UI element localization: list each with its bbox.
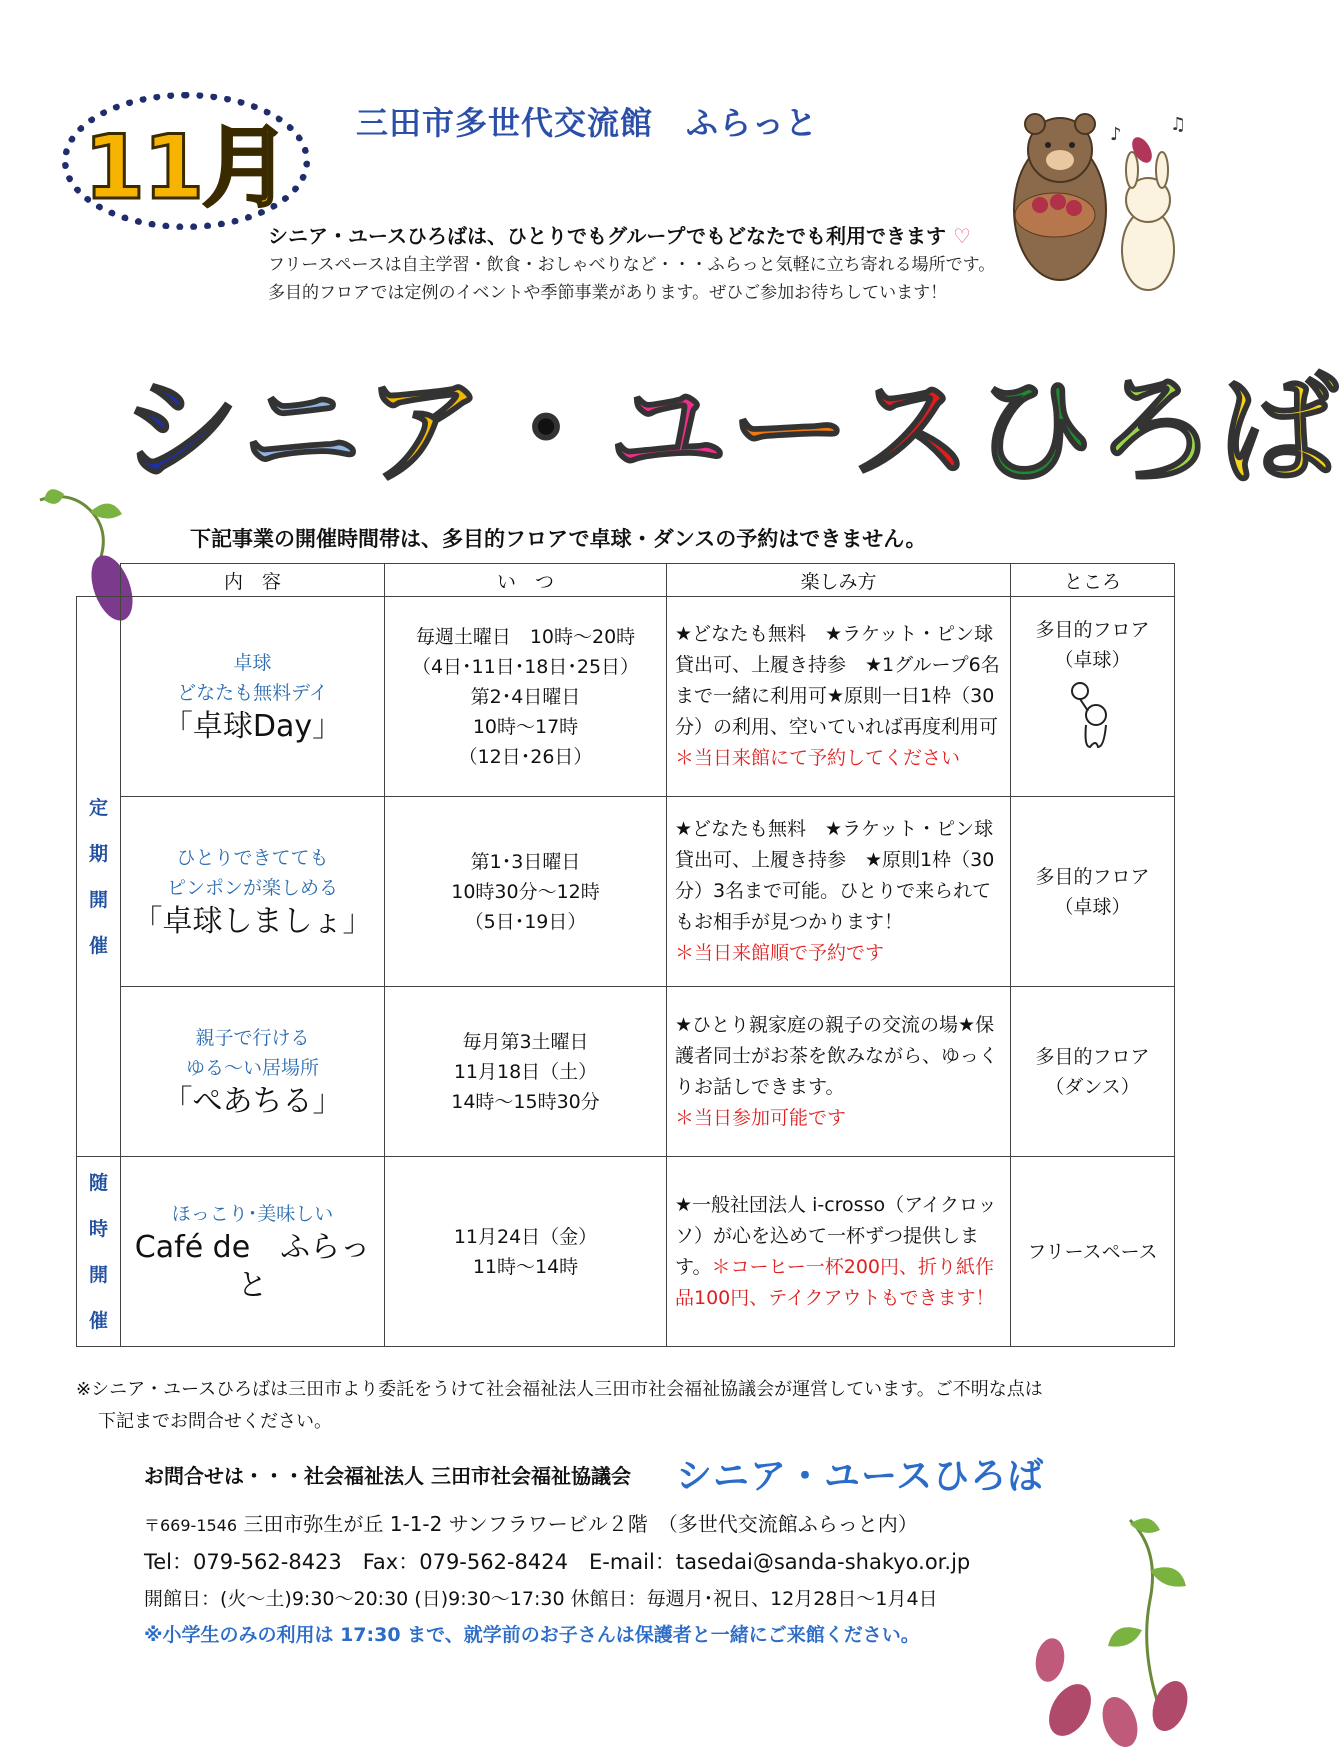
bear-icon	[1000, 100, 1200, 300]
footnote-line-2: 下記までお問合せください。	[98, 1411, 332, 1432]
intro-line-2: フリースペースは自主学習・飲食・おしゃべりなど・・・ふらっと気軽に立ち寄れる場所です。	[268, 255, 996, 275]
postal-code: 〒669-1546	[144, 1516, 238, 1535]
when-line: 11月24日（金）	[453, 1225, 598, 1248]
group-char: 開	[88, 888, 108, 911]
contact-address	[144, 1508, 918, 1537]
event-subtitle: ゆる～い居場所	[185, 1056, 319, 1079]
contact-lead: お問合せは・・・社会福祉法人 三田市社会福祉協議会	[144, 1464, 631, 1488]
group-char: 催	[88, 934, 108, 957]
event-fun-cell	[667, 597, 1011, 797]
when-line: 14時～15時30分	[451, 1090, 600, 1113]
place-line: 多目的フロア	[1035, 1045, 1150, 1068]
place-line: （ダンス）	[1045, 1075, 1140, 1098]
facility-name: 三田市多世代交流館 ふらっと	[356, 104, 819, 142]
when-line: （5日･19日）	[464, 910, 587, 933]
intro-line-1	[268, 220, 971, 249]
children-warning: ※小学生のみの利用は 17:30 まで、就学前のお子さんは保護者と一緒にご来館ください。	[144, 1624, 920, 1646]
event-subtitle: ひとりできてても	[176, 846, 329, 869]
group-char: 随	[88, 1171, 108, 1194]
table-row	[77, 597, 1175, 797]
fun-text: ★どなたも無料 ★ラケット・ピン球貸出可、上履き持参 ★1グループ6名まで一緒に利用可★原則一日1枠（30分）の利用、空いていれば再度利用可	[675, 623, 1000, 738]
event-place-cell	[1011, 987, 1175, 1157]
event-name: Café de ふらっと	[134, 1229, 371, 1303]
svg-text:♪: ♪	[1110, 124, 1122, 145]
event-subtitle: 親子で行ける	[195, 1026, 310, 1049]
group-occasional	[77, 1157, 121, 1347]
table-header-row	[77, 564, 1175, 597]
logo-char: ス	[852, 362, 974, 501]
when-line: 10時～17時	[472, 715, 579, 738]
event-subtitle: ピンポンが楽しめる	[166, 876, 338, 899]
rabbit-icon	[1122, 152, 1174, 290]
group-char: 催	[88, 1309, 108, 1332]
contact-phone-email: Tel：079-562-8423 Fax：079-562-8424 E-mail：tasedai@sanda-shakyo.or.jp	[144, 1550, 971, 1574]
when-line: 11時～14時	[472, 1255, 579, 1278]
event-place-cell	[1011, 797, 1175, 987]
when-line: （4日･11日･18日･25日）	[411, 655, 640, 678]
header-content: 内 容	[121, 564, 385, 597]
event-place-cell	[1011, 1157, 1175, 1347]
header-spacer	[77, 564, 121, 597]
event-when-cell	[385, 1157, 667, 1347]
event-name: 「卓球しましょ」	[132, 903, 373, 939]
when-line: 毎月第3土曜日	[462, 1030, 589, 1053]
header-fun: 楽しみ方	[667, 564, 1011, 597]
event-place-cell	[1011, 597, 1175, 797]
place-line: フリースペース	[1027, 1240, 1158, 1263]
place-line: 多目的フロア	[1035, 619, 1150, 641]
fun-text: ★どなたも無料 ★ラケット・ピン球貸出可、上履き持参 ★原則1枠（30分）3名まで可能。ひとりで来られてもお相手が見つかります！	[675, 818, 995, 933]
event-name-cell	[121, 987, 385, 1157]
when-line: 第2･4日曜日	[470, 685, 581, 708]
event-name: 「ぺあちる」	[162, 1083, 343, 1119]
logo-char: ば	[1218, 362, 1340, 501]
contact-org-name: シニア・ユースひろば	[676, 1456, 1045, 1497]
fun-text: ★一般社団法人 i-crosso（アイクロッソ）が心を込めて一杯ずつ提供します。	[675, 1193, 997, 1278]
logo-char: ひ	[974, 362, 1096, 501]
event-name-cell	[121, 597, 385, 797]
address-text: 三田市弥生が丘 1-1-2 サンフラワービル２階 （多世代交流館ふらっと内）	[243, 1512, 918, 1536]
group-char: 時	[88, 1217, 108, 1240]
event-fun-cell	[667, 1157, 1011, 1347]
group-regular	[77, 597, 121, 1157]
when-line: 10時30分～12時	[451, 880, 600, 903]
when-line: 第1･3日曜日	[470, 850, 581, 873]
place-line: （卓球）	[1054, 895, 1131, 918]
month-label: 11月	[83, 116, 289, 219]
event-name: 「卓球Day」	[162, 708, 343, 744]
when-line: 毎週土曜日 10時～20時	[415, 625, 636, 648]
fun-note: ＊コーヒー一杯200円、折り紙作品100円、テイクアウトもできます！	[675, 1255, 995, 1309]
intro-line-3: 多目的フロアでは定例のイベントや季節事業があります。ぜひご参加お待ちしています！	[268, 283, 948, 303]
when-line: 11月18日（土）	[453, 1060, 598, 1083]
fun-note: ＊当日参加可能です	[675, 1106, 847, 1129]
logo-char: シ	[120, 362, 242, 501]
table-row	[77, 1157, 1175, 1347]
event-fun-cell	[667, 797, 1011, 987]
logo-title	[120, 335, 1340, 501]
sweet-potato-vine-icon	[1010, 1510, 1210, 1750]
logo-char: ・	[486, 362, 608, 501]
logo-char: ろ	[1096, 362, 1218, 501]
event-subtitle: ほっこり･美味しい	[171, 1202, 334, 1225]
footnote-line-1: ※シニア・ユースひろばは三田市より委託をうけて社会福祉法人三田市社会福祉協議会が運営しています。ご不明な点は	[76, 1379, 1043, 1400]
fun-text: ★ひとり親家庭の親子の交流の場★保護者同士がお茶を飲みながら、ゆっくりお話しできます。	[675, 1013, 998, 1098]
logo-char: ア	[364, 362, 486, 501]
logo-char: ユ	[608, 362, 730, 501]
notice-text: 下記事業の開催時間帯は、多目的フロアで卓球・ダンスの予約はできません。	[190, 527, 927, 551]
table-row	[77, 987, 1175, 1157]
opening-hours: 開館日：(火～土)9:30～20:30 (日)9:30～17:30 休館日：毎週月･祝日、12月28日～1月4日	[144, 1588, 938, 1610]
event-subtitle: どなたも無料デイ	[177, 681, 328, 704]
event-subtitle: 卓球	[233, 651, 272, 674]
event-name-cell	[121, 797, 385, 987]
group-char: 開	[88, 1263, 108, 1286]
place-line: （卓球）	[1054, 649, 1131, 671]
header-when: い つ	[385, 564, 667, 597]
table-row	[77, 797, 1175, 987]
header-place: ところ	[1011, 564, 1175, 597]
event-fun-cell	[667, 987, 1011, 1157]
heart-icon: ♡	[946, 224, 971, 248]
intro-line-1-text: シニア・ユースひろばは、ひとりでもグループでもどなたでも利用できます	[268, 224, 946, 248]
table-tennis-player-icon	[1068, 681, 1118, 751]
event-when-cell	[385, 597, 667, 797]
event-when-cell	[385, 797, 667, 987]
when-line: （12日･26日）	[458, 745, 593, 768]
event-name-cell	[121, 1157, 385, 1347]
fun-note: ＊当日来館順で予約です	[675, 942, 885, 964]
group-char: 期	[88, 842, 108, 865]
place-line: 多目的フロア	[1035, 865, 1150, 888]
schedule-table	[76, 563, 1175, 1347]
group-char: 定	[88, 796, 108, 819]
logo-char: ニ	[242, 362, 364, 501]
svg-text:♫: ♫	[1170, 114, 1187, 135]
fun-note: ＊当日来館にて予約してください	[675, 747, 961, 769]
logo-char: ー	[730, 362, 852, 501]
event-when-cell	[385, 987, 667, 1157]
